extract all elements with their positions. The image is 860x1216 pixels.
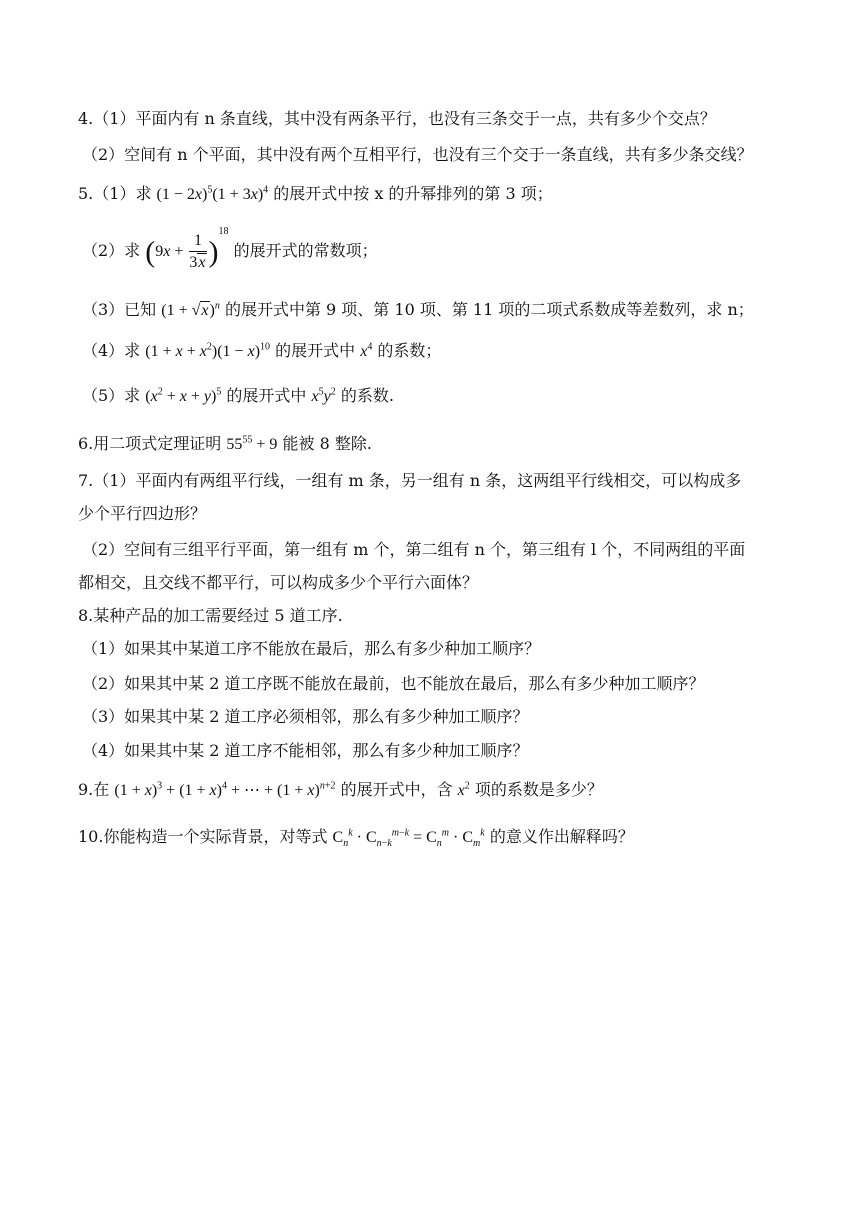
formula-5-4: $(1 + x + x^2)(1 - x)^{10}$: [145, 341, 271, 360]
problem-5-3-tail: 的展开式中第 9 项、第 10 项、第 11 项的二项式系数成等差数列，求 n；: [224, 300, 754, 319]
problem-8-2: （2）如果其中某 2 道工序既不能放在最前，也不能放在最后，那么有多少种加工顺序？: [82, 674, 705, 693]
problem-5-2-lead: （2）求: [82, 241, 141, 260]
formula-5-1: $(1 - 2x)^5(1 + 3x)^4$: [156, 184, 269, 203]
problem-5-3-lead: （3）已知: [82, 300, 157, 319]
problem-9-lead: 9.在: [78, 780, 110, 799]
problem-5-3: [82, 299, 790, 322]
problem-9: [78, 779, 790, 802]
formula-10: $C_n^k \cdot C_{n-k}^{m-k} = C_n^m \cdot C_m^k$: [332, 827, 485, 850]
problem-8-4: （4）如果其中某 2 道工序不能相邻，那么有多少种加工顺序？: [82, 741, 529, 760]
problem-10-lead: 10.你能构造一个实际背景，对等式: [78, 827, 328, 846]
problem-5-2: [82, 228, 790, 274]
problem-5-1-lead: 5.（1）求: [78, 184, 152, 203]
problem-9-mid: 的展开式中，含: [340, 780, 453, 799]
problem-8: 8.某种产品的加工需要经过 5 道工序.: [78, 606, 343, 625]
problem-5-2-tail: 的展开式的常数项；: [233, 241, 378, 260]
problem-8-3: （3）如果其中某 2 道工序必须相邻，那么有多少种加工顺序？: [82, 707, 529, 726]
formula-9: $(1 + x)^3 + (1 + x)^4$ + ⋯ + $(1 + x)^{n+2}$: [114, 780, 336, 799]
formula-6: $55^{55} + 9$: [226, 434, 278, 453]
formula-5-5-term: $x^5y^2$: [311, 386, 336, 405]
problem-4-2: （2）空间有 n 个平面，其中没有两个互相平行，也没有三个交于一条直线，共有多少条交线？: [82, 145, 753, 164]
formula-5-2: (9x + $\frac{1}{3x}$ )$^{18}$: [145, 226, 229, 271]
problem-7-1-line1: 7.（1）平面内有两组平行线，一组有 m 条，另一组有 n 条，这两组平行线相交，可以构成多: [78, 471, 742, 490]
problem-6-tail: 能被 8 整除.: [282, 434, 372, 453]
problem-5-1: [78, 183, 790, 206]
problem-5-5-mid: 的展开式中: [226, 386, 307, 405]
problem-6: [78, 433, 790, 456]
problem-10-tail: 的意义作出解释吗？: [489, 827, 634, 846]
problem-5-5: [82, 385, 790, 408]
problem-5-4-tail: 的系数；: [377, 341, 442, 360]
problem-6-lead: 6.用二项式定理证明: [78, 434, 222, 453]
problem-5-5-lead: （5）求: [82, 386, 141, 405]
problem-8-1: （1）如果其中某道工序不能放在最后，那么有多少种加工顺序？: [82, 639, 541, 658]
problem-5-4-lead: （4）求: [82, 341, 141, 360]
formula-5-4-term: $x^4$: [360, 341, 373, 360]
problem-4-1: 4.（1）平面内有 n 条直线，其中没有两条平行，也没有三条交于一点，共有多少个交点？: [78, 109, 716, 128]
formula-5-3: $(1 + √x)^n$: [161, 300, 220, 319]
formula-9-term: $x^2$: [457, 780, 470, 799]
problem-5-4-mid: 的展开式中: [275, 341, 356, 360]
problem-5-5-tail: 的系数.: [340, 386, 394, 405]
formula-5-5: $(x^2 + x + y)^5$: [145, 386, 222, 405]
problem-7-1-line2: 少个平行四边形？: [78, 504, 207, 523]
problem-7-2-line1: （2）空间有三组平行平面，第一组有 m 个，第二组有 n 个，第三组有 l 个，不同两组的平面: [82, 540, 746, 559]
problem-10: [78, 826, 790, 849]
problem-7-2-line2: 都相交，且交线不都平行，可以构成多少个平行六面体？: [78, 573, 479, 592]
problem-5-1-tail: 的展开式中按 x 的升幂排列的第 3 项；: [273, 184, 553, 203]
problem-9-tail: 项的系数是多少？: [474, 780, 603, 799]
problem-5-4: [82, 340, 790, 363]
